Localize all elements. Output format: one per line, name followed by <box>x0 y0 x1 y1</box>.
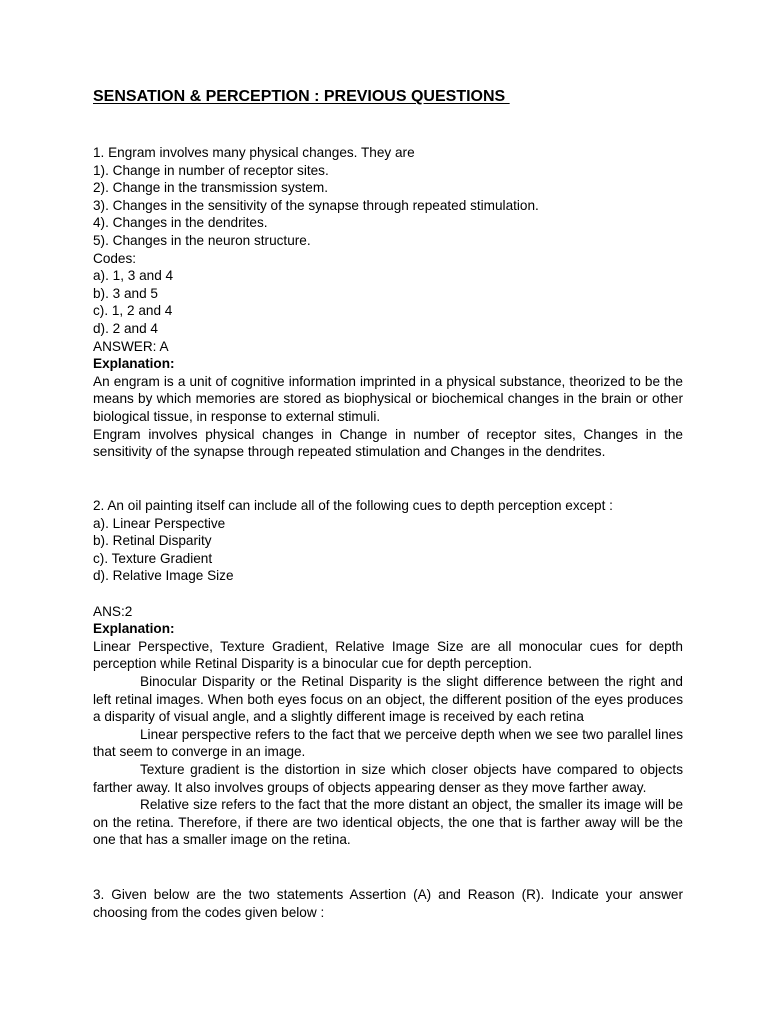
question-3 <box>93 886 683 921</box>
list-item: 4). Changes in the dendrites. <box>93 215 268 231</box>
question-2 <box>93 497 683 849</box>
list-item: 3). Changes in the sensitivity of the synapse through repeated stimulation. <box>93 197 539 213</box>
option-b: b). 3 and 5 <box>93 285 158 301</box>
document-page <box>93 0 683 1024</box>
explanation-paragraph: Relative size refers to the fact that the more distant an object, the smaller its image will be on the retina. Therefore, if there are two identical objects, the one that is farther away will be the one that has a smaller image on the retina. <box>93 797 683 848</box>
explanation-label: Explanation: <box>93 356 175 372</box>
explanation-paragraph: Texture gradient is the distortion in size which closer objects have compared to objects farther away. It also involves groups of objects appearing denser as they move farther away. <box>93 761 683 795</box>
codes-label: Codes: <box>93 250 137 266</box>
question-2-text: 2. An oil painting itself can include all of the following cues to depth perception except : <box>93 498 613 513</box>
list-item: 5). Changes in the neuron structure. <box>93 232 311 248</box>
explanation-paragraph: Linear perspective refers to the fact that we perceive depth when we see two parallel lines that seem to converge in an image. <box>93 726 683 760</box>
option-d: d). 2 and 4 <box>93 320 158 336</box>
option-a: a). Linear Perspective <box>93 515 226 531</box>
list-item: 2). Change in the transmission system. <box>93 180 328 196</box>
option-c: c). 1, 2 and 4 <box>93 303 173 319</box>
question-1-text: 1. Engram involves many physical changes. They are <box>93 145 415 160</box>
explanation-paragraph: Linear Perspective, Texture Gradient, Relative Image Size are all monocular cues for depth perception while Retinal Disparity is a binocular cue for depth perception. <box>93 638 683 672</box>
page-title: SENSATION & PERCEPTION : PREVIOUS QUESTIONS <box>93 88 510 105</box>
question-1 <box>93 144 683 461</box>
answer: ANS:2 <box>93 603 133 619</box>
option-d: d). Relative Image Size <box>93 568 234 584</box>
option-c: c). Texture Gradient <box>93 550 213 566</box>
explanation-paragraph: An engram is a unit of cognitive information imprinted in a physical substance, theorized to be the means by which memories are stored as biophysical or biochemical changes in the brain or other biological tissue, in response to external stimuli. <box>93 373 683 424</box>
option-b: b). Retinal Disparity <box>93 533 212 549</box>
explanation-paragraph: Binocular Disparity or the Retinal Disparity is the slight difference between the right and left retinal images. When both eyes focus on an object, the different position of the eyes produces a disparity of visual angle, and a slightly different image is received by each retina <box>93 673 683 725</box>
option-a: a). 1, 3 and 4 <box>93 268 174 284</box>
answer: ANSWER: A <box>93 338 169 354</box>
explanation-label: Explanation: <box>93 621 175 637</box>
list-item: 1). Change in number of receptor sites. <box>93 162 329 178</box>
spacer <box>93 585 683 603</box>
question-3-text: 3. Given below are the two statements Assertion (A) and Reason (R). Indicate your answer choosing from the codes given below : <box>93 887 683 920</box>
explanation-paragraph: Engram involves physical changes in Change in number of receptor sites, Changes in the sensitivity of the synapse through repeated stimulation and Changes in the dendrites. <box>93 426 683 460</box>
